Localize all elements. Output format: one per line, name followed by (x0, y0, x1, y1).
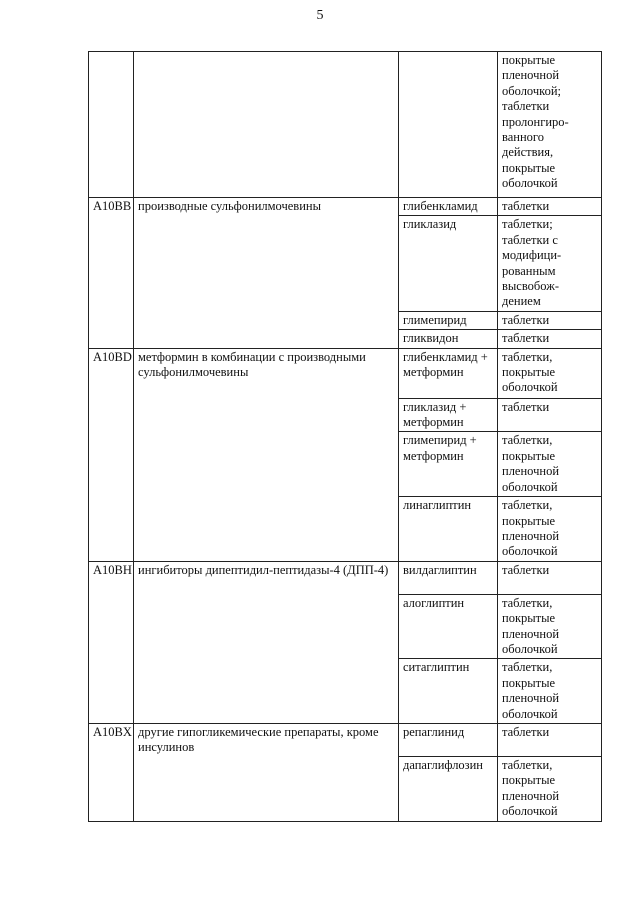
dosage-form-line: покрытые (502, 365, 556, 380)
dosage-form-line: покрытые (502, 448, 556, 463)
dosage-form-line: таблетки (502, 399, 550, 414)
drug-name-cell: вилдаглиптин (399, 561, 498, 594)
dosage-form-cell (498, 659, 602, 724)
table-row (89, 52, 602, 198)
drug-name-cell: дапаглифлозин (399, 756, 498, 821)
pharmacological-group-cell: другие гипогликемические препараты, кроме инсулинов (134, 723, 399, 821)
dosage-form-line: покрытые (502, 53, 556, 67)
dosage-form-line: таблетки, (502, 595, 553, 610)
page-number: 5 (316, 8, 324, 23)
dosage-form-cell (498, 432, 602, 497)
dosage-form-line: рованным (502, 263, 556, 278)
dosage-form-cell (498, 198, 602, 216)
dosage-form-cell (498, 348, 602, 398)
dosage-form-line: оболочкой (502, 176, 558, 191)
drug-name-cell: гликвидон (399, 330, 498, 348)
dosage-form-line: модифици- (502, 248, 562, 263)
dosage-form-cell (498, 311, 602, 329)
dosage-form-line: ванного (502, 130, 544, 145)
dosage-form-line: пленочной (502, 464, 560, 479)
pharmacological-group-cell: производные сульфонилмочевины (134, 198, 399, 349)
dosage-form-line: таблетки (502, 331, 550, 346)
atc-code-cell: A10BD (89, 348, 134, 561)
dosage-form-line: высвобож- (502, 279, 560, 294)
dosage-form-cell (498, 52, 602, 198)
dosage-form-line: таблетки, (502, 660, 553, 675)
atc-code-cell (89, 52, 134, 198)
drug-name-cell: линаглиптин (399, 497, 498, 562)
dosage-form-line: оболочкой; (502, 83, 561, 98)
table-row (89, 198, 602, 216)
dosage-form-line: таблетки, (502, 433, 553, 448)
dosage-form-line: покрытые (502, 611, 556, 626)
drug-name-cell: глибенкламид + метформин (399, 348, 498, 398)
drug-name-cell: ситаглиптин (399, 659, 498, 724)
dosage-form-line: действия, (502, 145, 554, 160)
dosage-form-line: пролонгиро- (502, 114, 569, 129)
dosage-form-line: покрытые (502, 773, 556, 788)
dosage-form-cell (498, 497, 602, 562)
drug-name-cell: гликлазид + метформин (399, 398, 498, 432)
dosage-form-line: дением (502, 294, 541, 309)
drug-name-cell: глимепирид (399, 311, 498, 329)
dosage-form-line: оболочкой (502, 544, 558, 559)
dosage-form-line: пленочной (502, 788, 560, 803)
table-body (89, 52, 602, 822)
table-row (89, 723, 602, 756)
dosage-form-line: таблетки, (502, 498, 553, 513)
dosage-form-cell (498, 216, 602, 311)
drug-name-cell: гликлазид (399, 216, 498, 311)
dosage-form-line: пленочной (502, 68, 560, 83)
dosage-form-line: таблетки с (502, 232, 558, 247)
atc-code-cell: A10BH (89, 561, 134, 723)
dosage-form-cell (498, 594, 602, 659)
dosage-form-cell (498, 330, 602, 348)
atc-code-cell: A10BB (89, 198, 134, 349)
dosage-form-line: таблетки (502, 199, 550, 213)
dosage-form-cell (498, 756, 602, 821)
table-row (89, 348, 602, 398)
drug-name-cell (399, 52, 498, 198)
drug-name-cell: глибенкламид (399, 198, 498, 216)
dosage-form-line: покрытые (502, 675, 556, 690)
dosage-form-cell (498, 398, 602, 432)
pharmacological-group-cell (134, 52, 399, 198)
dosage-form-line: пленочной (502, 528, 560, 543)
dosage-form-line: оболочкой (502, 479, 558, 494)
drug-name-cell: глимепирид + метформин (399, 432, 498, 497)
pharmacological-group-cell: ингибиторы дипептидил-пептидазы-4 (ДПП-4) (134, 561, 399, 723)
dosage-form-line: таблетки (502, 99, 550, 114)
dosage-form-line: таблетки (502, 562, 550, 577)
dosage-form-line: таблетки; (502, 217, 553, 232)
dosage-form-cell (498, 561, 602, 594)
table-row (89, 561, 602, 594)
dosage-form-line: таблетки (502, 312, 550, 327)
dosage-form-line: таблетки (502, 724, 550, 739)
dosage-form-line: оболочкой (502, 706, 558, 721)
dosage-form-line: покрытые (502, 513, 556, 528)
dosage-form-line: пленочной (502, 691, 560, 706)
drug-name-cell: алоглиптин (399, 594, 498, 659)
drug-table (88, 51, 602, 822)
dosage-form-cell (498, 723, 602, 756)
dosage-form-line: пленочной (502, 626, 560, 641)
dosage-form-line: покрытые (502, 160, 556, 175)
drug-name-cell: репаглинид (399, 723, 498, 756)
dosage-form-line: таблетки, (502, 757, 553, 772)
dosage-form-line: оболочкой (502, 380, 558, 395)
dosage-form-line: оболочкой (502, 804, 558, 819)
pharmacological-group-cell: метформин в комбинации с производными сульфонилмочевины (134, 348, 399, 561)
dosage-form-line: таблетки, (502, 349, 553, 364)
atc-code-cell: A10BX (89, 723, 134, 821)
dosage-form-line: оболочкой (502, 641, 558, 656)
